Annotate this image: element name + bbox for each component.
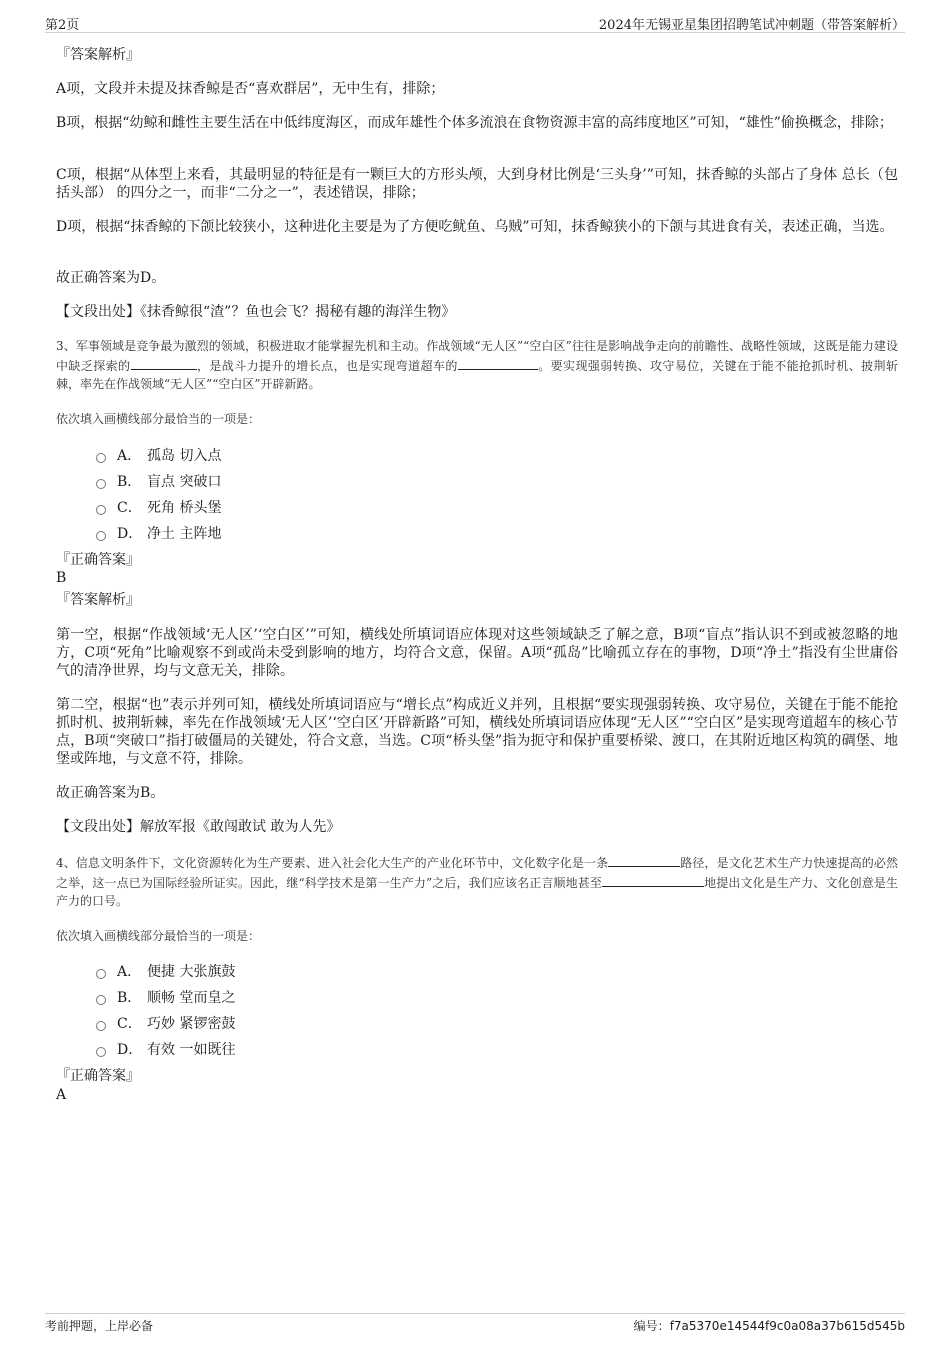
q3-option-a[interactable]: A． 孤岛 切入点 — [96, 442, 221, 468]
q4-option-d[interactable]: D． 有效 一如既往 — [96, 1036, 235, 1062]
q4-prompt: 依次填入画横线部分最恰当的一项是： — [56, 929, 261, 943]
q3-answer-label: 『正确答案』 — [56, 552, 140, 568]
q2-analysis-label: 『答案解析』 — [56, 47, 140, 63]
radio-icon[interactable] — [96, 479, 106, 489]
q3-analysis-label: 『答案解析』 — [56, 592, 140, 608]
radio-icon[interactable] — [96, 453, 106, 463]
page-number: 第2页 — [45, 18, 80, 33]
q3-answer: B — [56, 570, 67, 586]
q3-option-b[interactable]: B． 盲点 突破口 — [96, 468, 221, 494]
blank-2 — [602, 872, 704, 887]
blank-1 — [131, 355, 197, 370]
q4-option-c[interactable]: C． 巧妙 紧锣密鼓 — [96, 1010, 235, 1036]
document-code: 编号：f7a5370e14544f9c0a08a37b615d545b — [633, 1319, 905, 1333]
q3-options — [96, 442, 221, 546]
q3-option-d[interactable]: D． 净土 主阵地 — [96, 520, 221, 546]
q2-conclusion: 故正确答案为D。 — [56, 270, 166, 286]
q2-option-b-analysis: B项，根据“幼鲸和雌性主要生活在中低纬度海区，而成年雄性个体多流浪在食物资源丰富的高纬度地区”可知，“雄性”偷换概念，排除； — [56, 115, 893, 131]
radio-icon[interactable] — [96, 995, 106, 1005]
q4-option-b[interactable]: B． 顺畅 堂而皇之 — [96, 984, 235, 1010]
q3-conclusion: 故正确答案为B。 — [56, 785, 165, 801]
q2-option-c-analysis: C项，根据“从体型上来看，其最明显的特征是有一颗巨大的方形头颅，大到身材比例是‘三头身’”可知，抹香鲸的头部占了身体 总长（包括头部） 的四分之一，而非“二分之一”，表述错误，排除； — [56, 167, 898, 201]
page-header — [45, 12, 905, 33]
q4-options — [96, 958, 235, 1062]
radio-icon[interactable] — [96, 505, 106, 515]
q2-option-a-analysis: A项，文段并未提及抹香鲸是否“喜欢群居”，无中生有，排除； — [56, 81, 445, 97]
radio-icon[interactable] — [96, 969, 106, 979]
q3-analysis-first-blank: 第一空，根据“作战领域‘无人区’‘空白区’”可知，横线处所填词语应体现对这些领域缺乏了解之意，B项“盲点”指认识不到或被忽略的地方，C项“死角”比喻观察不到或尚未受到影响的地方，均符合文意，保留。A项“孤岛”比喻孤立存在的事物，D项“净土”指没有尘世庸俗气的清净世界，均与文意无关，排除。 — [56, 627, 898, 679]
radio-icon[interactable] — [96, 1047, 106, 1057]
blank-1 — [608, 852, 680, 867]
q3-stem: 3、军事领域是竞争最为激烈的领域，积极进取才能掌握先机和主动。作战领域“无人区”“空白区”往往是影响战争走向的前瞻性、战略性领域，这既是能力建设中缺乏探索的 ，是战斗力提升的增长点，也是实现弯道超车的 。要实现强弱转换、攻守易位，关键在于能不能抢抓时机、披荆斩棘，率先在作战领域“无人区”“空白区”开辟新路。 — [56, 339, 898, 391]
q2-source: 【文段出处】《抹香鲸很“渣”？鱼也会飞？揭秘有趣的海洋生物》 — [56, 304, 456, 320]
q4-option-a[interactable]: A． 便捷 大张旗鼓 — [96, 958, 235, 984]
radio-icon[interactable] — [96, 1021, 106, 1031]
q3-source: 【文段出处】解放军报《敢闯敢试 敢为人先》 — [56, 819, 341, 835]
page-footer — [45, 1313, 905, 1334]
q3-analysis-second-blank: 第二空，根据“也”表示并列可知，横线处所填词语应与“增长点”构成近义并列，且根据“要实现强弱转换、攻守易位，关键在于能不能抢抓时机、披荆斩棘，率先在作战领域‘无人区’‘空白区’开辟新路”可知，横线处所填词语应体现“无人区”“空白区”是实现弯道超车的核心节点，B项“突破口”指打破僵局的关键处，符合文意，当选。C项“桥头堡”指为扼守和保护重要桥梁、渡口，在其附近地区构筑的碉堡、地堡或阵地，与文意不符，排除。 — [56, 697, 898, 767]
document-title: 2024年无锡亚星集团招聘笔试冲刺题（带答案解析） — [598, 18, 905, 33]
q4-answer-label: 『正确答案』 — [56, 1068, 140, 1084]
q2-option-d-analysis: D项，根据“抹香鲸的下颌比较狭小，这种进化主要是为了方便吃鱿鱼、乌贼”可知，抹香鲸狭小的下颌与其进食有关，表述正确，当选。 — [56, 219, 894, 235]
q4-stem: 4、信息文明条件下，文化资源转化为生产要素、进入社会化大生产的产业化环节中，文化数字化是一条 路径，是文化艺术生产力快速提高的必然之举，这一点已为国际经验所证实。因此，继“科学技术是第一生产力”之后，我们应该名正言顺地甚至 地提出文化是生产力、文化创意是生产力的口号。 — [56, 852, 898, 910]
radio-icon[interactable] — [96, 531, 106, 541]
blank-2 — [458, 355, 538, 370]
footer-slogan: 考前押题，上岸必备 — [45, 1319, 154, 1333]
q4-answer: A — [56, 1087, 67, 1103]
q3-prompt: 依次填入画横线部分最恰当的一项是： — [56, 412, 261, 426]
q3-option-c[interactable]: C． 死角 桥头堡 — [96, 494, 221, 520]
